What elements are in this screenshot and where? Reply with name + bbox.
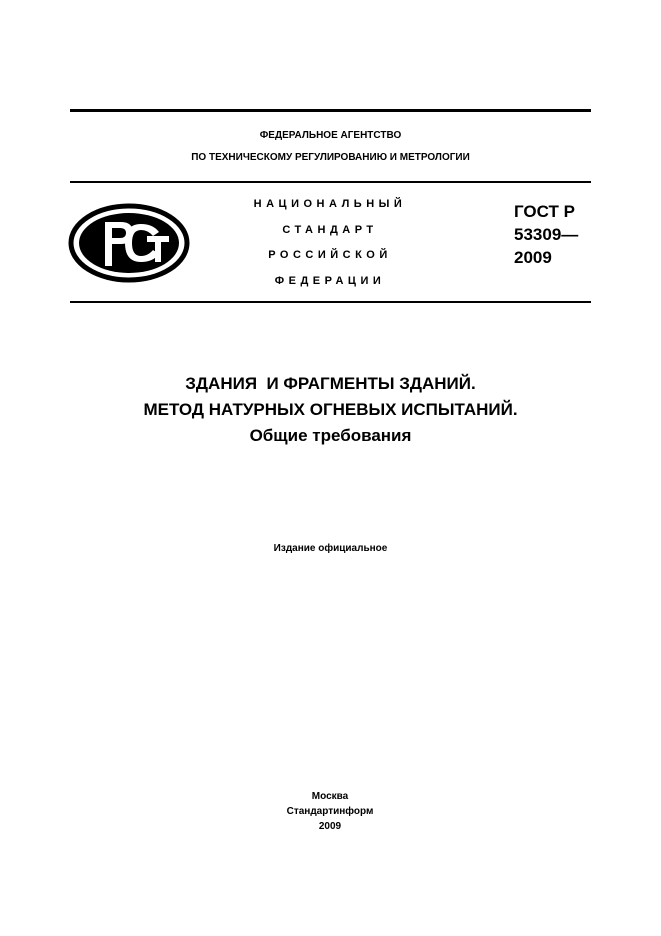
agency-line-1: ФЕДЕРАЛЬНОЕ АГЕНТСТВО	[259, 130, 402, 141]
standard-designation	[514, 200, 578, 269]
edition-note: Издание официальное	[273, 543, 388, 554]
standard-line-3: РОССИЙСКОЙ	[268, 249, 392, 261]
document-subtitle: Общие требования	[249, 426, 412, 445]
designation-line-1: ГОСТ Р	[514, 202, 575, 221]
designation-line-2: 53309—	[514, 225, 579, 244]
imprint-publisher: Стандартинформ	[286, 806, 374, 817]
section-rule	[70, 301, 591, 303]
imprint-year: 2009	[318, 821, 342, 832]
standard-line-1: НАЦИОНАЛЬНЫЙ	[253, 198, 407, 210]
imprint-city: Москва	[311, 791, 349, 802]
top-rule	[70, 109, 591, 112]
standard-line-2: СТАНДАРТ	[282, 224, 378, 236]
agency-line-2: ПО ТЕХНИЧЕСКОМУ РЕГУЛИРОВАНИЮ И МЕТРОЛОГИИ	[191, 152, 470, 163]
rst-certification-mark-icon	[67, 202, 191, 284]
document-title-line-2: МЕТОД НАТУРНЫХ ОГНЕВЫХ ИСПЫТАНИЙ.	[143, 400, 518, 419]
designation-line-3: 2009	[514, 248, 552, 267]
header-rule	[70, 181, 591, 183]
document-title-line-1: ЗДАНИЯ И ФРАГМЕНТЫ ЗДАНИЙ.	[185, 374, 476, 393]
standard-line-4: ФЕДЕРАЦИИ	[274, 275, 386, 287]
